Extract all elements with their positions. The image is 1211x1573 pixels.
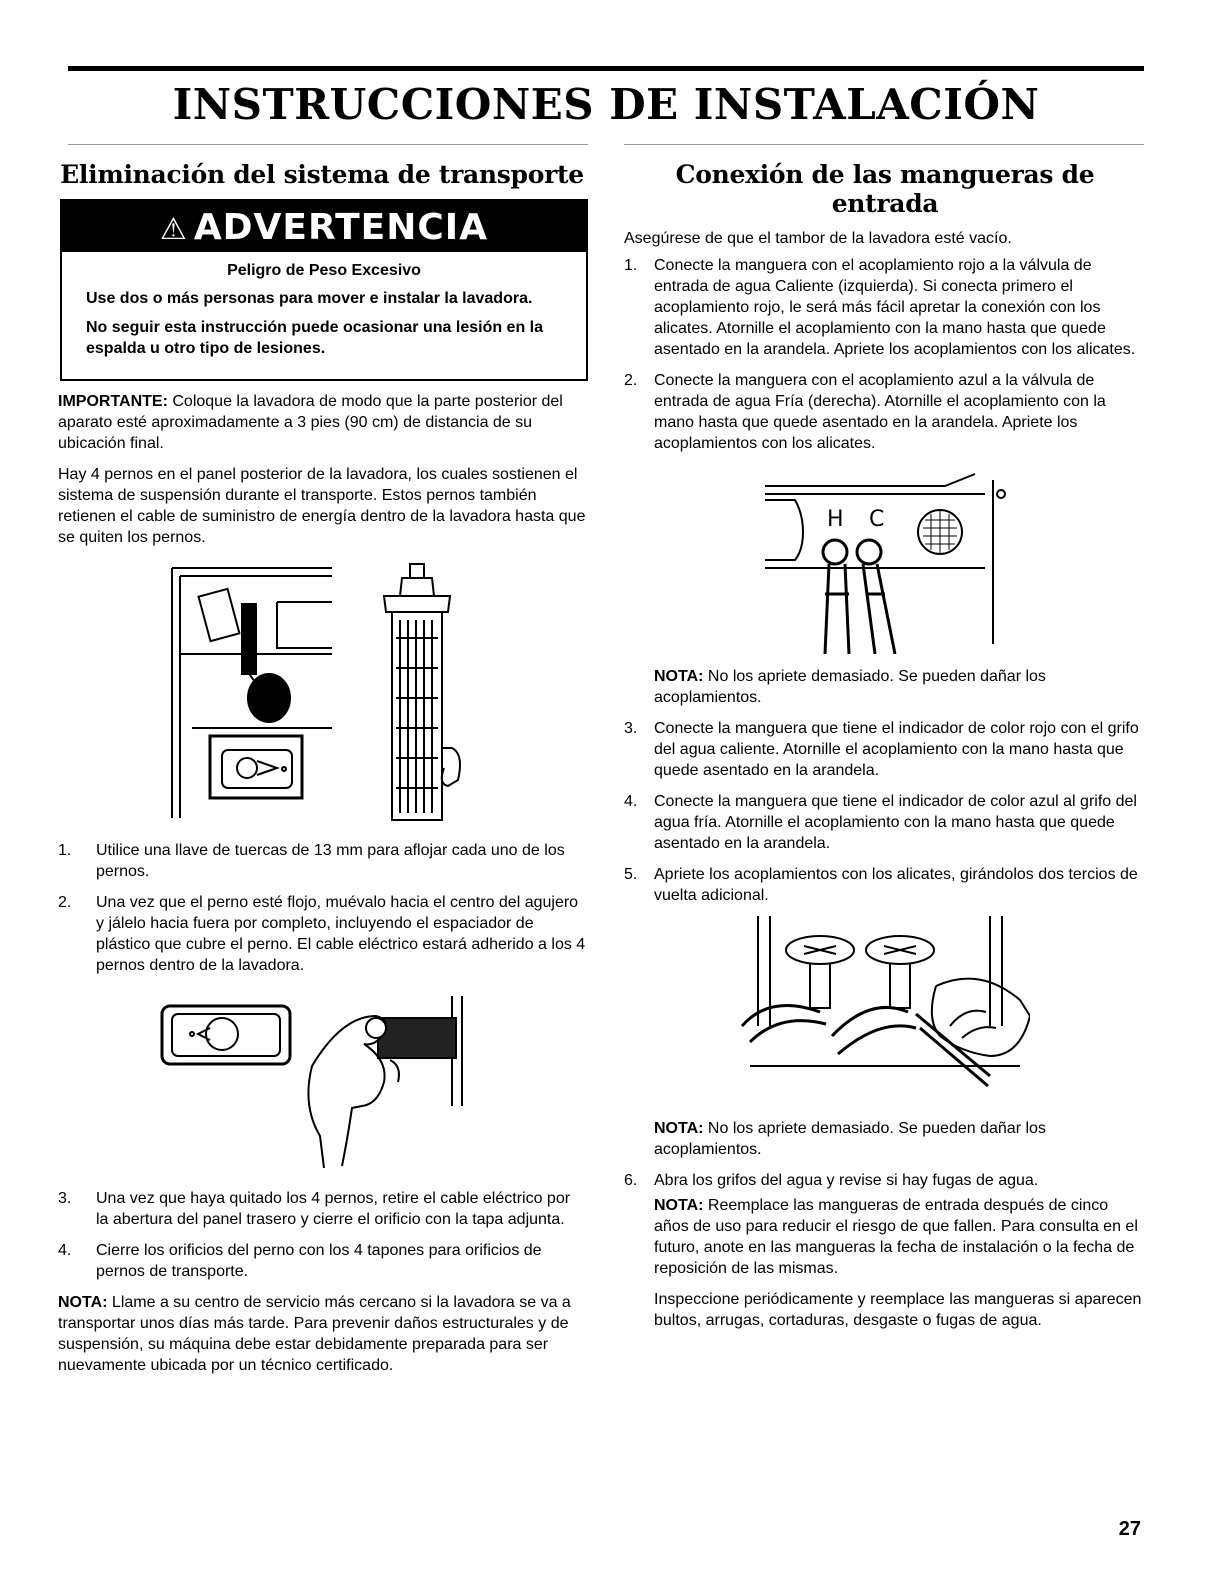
list-item: 5. Apriete los acoplamientos con los alicates, girándolos dos tercios de vuelta adicional. [624,866,1138,904]
right-divider [624,144,1144,145]
washer-inlet-valves-illustration [745,464,1025,654]
hose-steps-list-b [624,718,1146,906]
note-label: NOTA: [58,1294,108,1311]
warning-line-2: No seguir esta instrucción puede ocasionar una lesión en la espalda u otro tipo de lesiones. [86,319,544,357]
left-column [58,150,586,1386]
cold-label: C [869,507,885,532]
inspect-paragraph: Inspeccione periódicamente y reemplace las mangueras si aparecen bultos, arrugas, cortaduras, desgaste o fugas de agua. [654,1291,1142,1329]
warning-box [60,199,588,381]
hose-note-2: NOTA: No los apriete demasiado. Se pueden dañar los acoplamientos. [654,1120,1046,1158]
warning-subtitle: Peligro de Peso Excesivo [227,262,421,279]
hot-label: H [827,507,844,532]
left-divider [68,144,588,145]
transport-note [58,1292,586,1376]
list-item: 1. Utilice una llave de tuercas de 13 mm para aflojar cada uno de los pernos. [58,842,565,880]
warning-title: ADVERTENCIA [193,207,489,248]
warning-triangle-icon: ⚠ [159,212,188,247]
hoses-intro: Asegúrese de que el tambor de la lavadora esté vacío. [624,230,1012,247]
bolt-removal-illustration [152,986,492,1176]
hose-steps-list-c [624,1170,1146,1191]
section-heading-hoses: Conexión de las mangueras de entrada [675,160,1095,218]
list-item: 1. Conecte la manguera con el acoplamiento rojo a la válvula de entrada de agua Caliente (izquierda). Si conecta primero el acoplamiento rojo, le será más fácil apretar la conexión con los alicates. Atornille el acoplamiento con la mano hasta que quede asentado en la arandela. Apriete los acoplamientos con los alicates. [624,257,1136,358]
bolt-steps-list-a [58,840,586,976]
rear-panel-bolt-illustration [152,558,492,828]
list-item: 3. Una vez que haya quitado los 4 pernos, retire el cable eléctrico por la abertura del panel trasero y cierre el orificio con la tapa adjunta. [58,1190,571,1228]
hose-note-3: NOTA: Reemplace las mangueras de entrada después de cinco años de uso para reducir el riesgo de que fallen. Para consulta en el futuro, anote en las mangueras la fecha de instalación o la fecha de reposición de las mismas. [654,1197,1138,1277]
page-number: 27 [1118,1518,1141,1540]
important-text: Coloque la lavadora de modo que la parte posterior del aparato esté aproximadamente a 3 pies (90 cm) de distancia de su ubicación final. [58,393,563,452]
list-item: 6. Abra los grifos del agua y revise si hay fugas de agua. [624,1172,1039,1189]
top-rule [68,66,1144,71]
list-item: 2. Una vez que el perno esté flojo, muévalo hacia el centro del agujero y jálelo hacia fuera por completo, incluyendo el espaciador de plástico que cubre el perno. El cable eléctrico estará adherido a los 4 pernos dentro de la lavadora. [58,894,586,974]
section-heading-transport: Eliminación del sistema de transporte [60,160,584,189]
hose-note-1: NOTA: No los apriete demasiado. Se pueden dañar los acoplamientos. [654,668,1046,706]
faucet-pliers-illustration [740,916,1030,1106]
important-paragraph [58,391,586,454]
note-text: Llame a su centro de servicio más cercano si la lavadora se va a transportar unos días más tarde. Para prevenir daños estructurales y de suspensión, su máquina debe estar debidamente preparada para ser nuevamente ubicada por un técnico certificado. [58,1294,571,1374]
list-item: 3. Conecte la manguera que tiene el indicador de color rojo con el grifo del agua caliente. Atornille el acoplamiento con la mano hasta que quede asentado en la arandela. [624,720,1139,779]
bolts-intro: Hay 4 pernos en el panel posterior de la lavadora, los cuales sostienen el sistema de suspensión durante el transporte. Estos pernos también retienen el cable de suministro de energía dentro de la lavadora hasta que se quiten los pernos. [58,466,586,546]
warning-header [62,201,586,252]
right-column [624,150,1146,1341]
list-item: 2. Conecte la manguera con el acoplamiento azul a la válvula de entrada de agua Fría (derecha). Atornille el acoplamiento con la mano hasta que quede asentado en la arandela. Apriete los acoplamientos con los alicates. [624,372,1106,452]
page-title: INSTRUCCIONES DE INSTALACIÓN [172,80,1040,129]
warning-body [62,252,586,379]
hose-steps-list-a [624,255,1146,454]
important-label: IMPORTANTE: [58,393,168,410]
list-item: 4. Conecte la manguera que tiene el indicador de color azul al grifo del agua fría. Atornille el acoplamiento con la mano hasta que quede asentado en la arandela. [624,793,1137,852]
list-item: 4. Cierre los orificios del perno con los 4 tapones para orificios de pernos de transporte. [58,1242,542,1280]
bolt-steps-list-b [58,1188,586,1282]
warning-line-1: Use dos o más personas para mover e instalar la lavadora. [86,290,533,307]
